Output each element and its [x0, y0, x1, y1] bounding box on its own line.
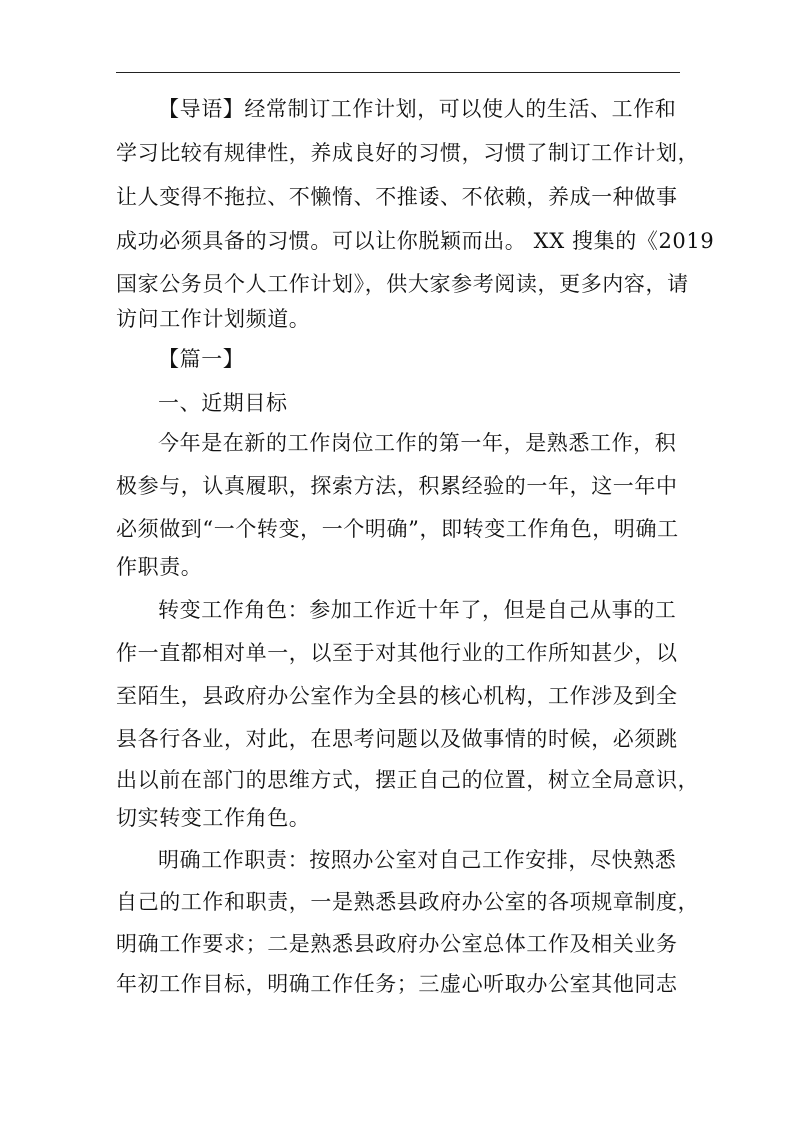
paragraph-line: 作职责。	[116, 555, 203, 579]
paragraph-line: 作一直都相对单一，以至于对其他行业的工作所知甚少，以	[116, 641, 678, 665]
paragraph-line: 明确工作职责：按照办公室对自己工作安排，尽快熟悉	[158, 848, 677, 872]
paragraph-line: 至陌生，县政府办公室作为全县的核心机构，工作涉及到全	[116, 684, 678, 708]
paragraph-line: 今年是在新的工作岗位工作的第一年，是熟悉工作，积	[158, 431, 677, 455]
paragraph-line: 学习比较有规律性，养成良好的习惯，习惯了制订工作计划，	[116, 141, 700, 165]
subsection-heading: 一、近期目标	[158, 391, 288, 415]
paragraph-line: 国家公务员个人工作计划》，供大家参考阅读，更多内容，请	[116, 272, 689, 296]
paragraph-line: 让人变得不拖拉、不懒惰、不推诿、不依赖，养成一种做事	[116, 185, 678, 209]
paragraph-line: 自己的工作和职责，一是熟悉县政府办公室的各项规章制度，	[116, 890, 700, 914]
paragraph-line: 成功必须具备的习惯。可以让你脱颖而出。 XX 搜集的《2019	[116, 229, 715, 253]
paragraph-line: 明确工作要求；二是熟悉县政府办公室总体工作及相关业务	[116, 932, 678, 956]
paragraph-line: 【导语】经常制订工作计划，可以使人的生活、工作和	[158, 97, 677, 121]
paragraph-line: 县各行各业，对此，在思考问题以及做事情的时候，必须跳	[116, 727, 678, 751]
paragraph-line: 年初工作目标，明确工作任务；三虚心听取办公室其他同志	[116, 972, 678, 996]
section-heading: 【篇一】	[158, 347, 245, 371]
header-rule	[116, 72, 680, 73]
paragraph-line: 极参与，认真履职，探索方法，积累经验的一年，这一年中	[116, 474, 678, 498]
paragraph-line: 访问工作计划频道。	[116, 307, 311, 331]
paragraph-line: 必须做到“一个转变，一个明确”，即转变工作角色，明确工	[116, 517, 679, 541]
paragraph-line: 切实转变工作角色。	[116, 806, 311, 830]
paragraph-line: 转变工作角色：参加工作近十年了，但是自己从事的工	[158, 598, 677, 622]
paragraph-line: 出以前在部门的思维方式，摆正自己的位置，树立全局意识，	[116, 768, 700, 792]
